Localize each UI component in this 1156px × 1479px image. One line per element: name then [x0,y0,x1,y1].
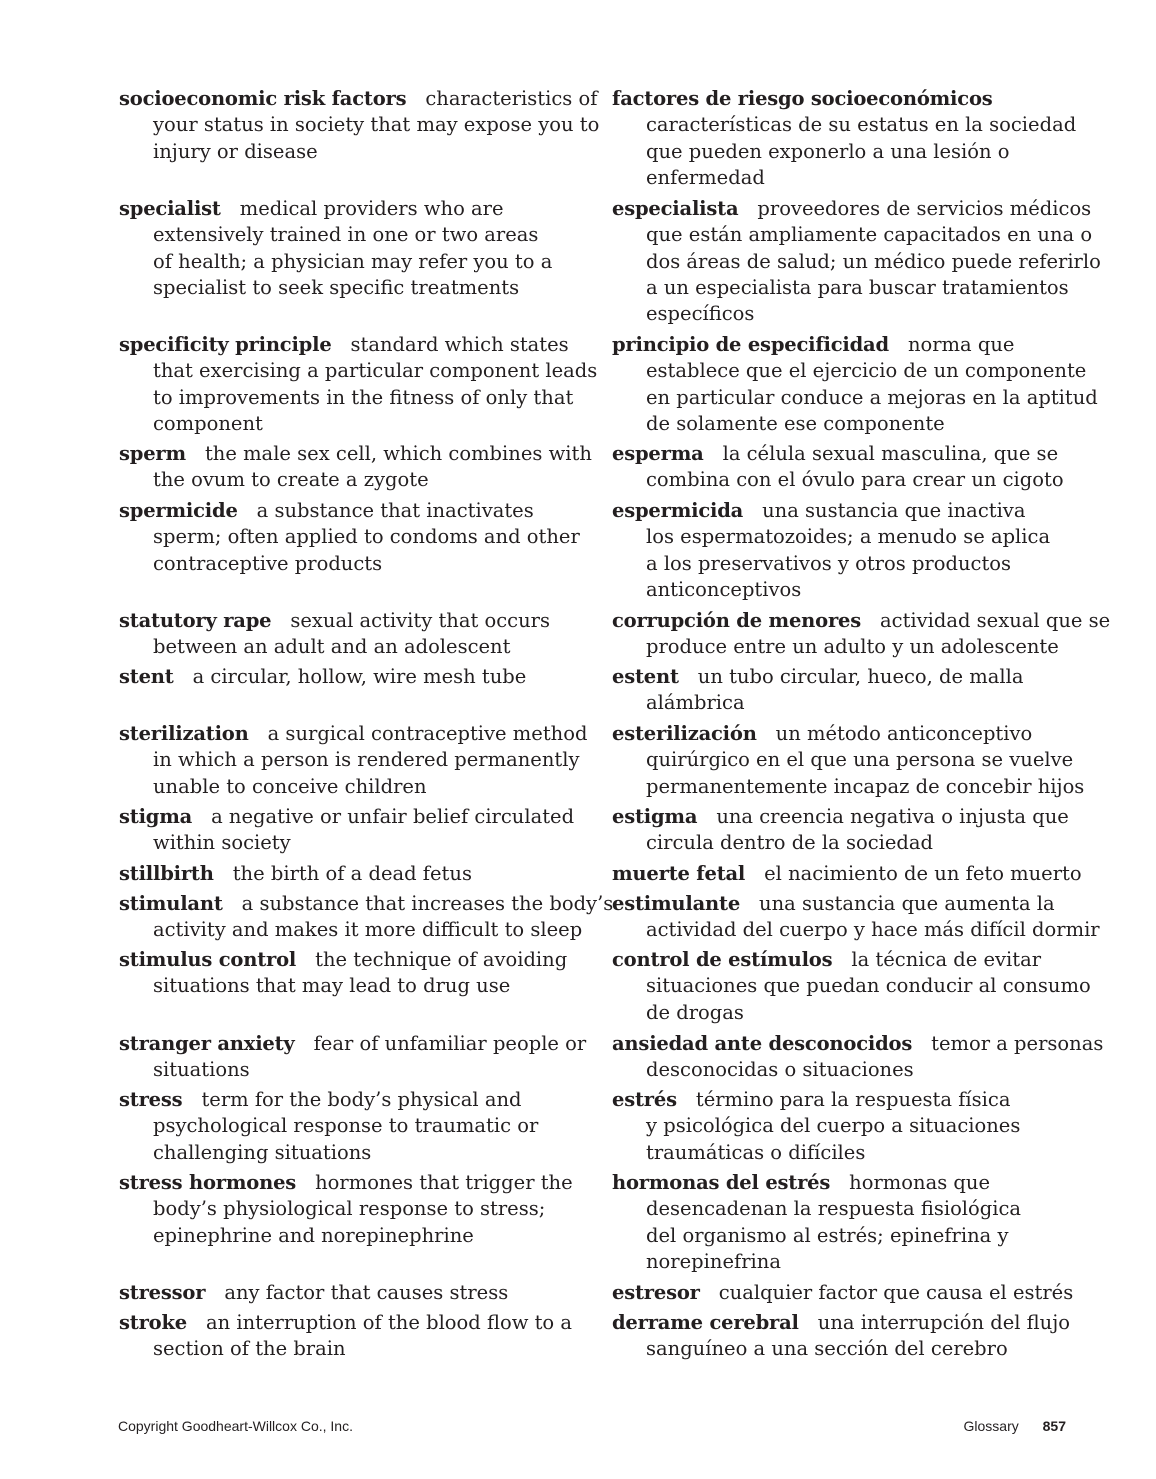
definition-line: epinephrine and norepinephrine [153,1223,474,1247]
definition-line: body’s physiological response to stress; [153,1197,546,1221]
entry-first-line [612,498,1082,524]
definition-line: traumáticas o difíciles [646,1140,866,1164]
glossary-term: stimulant [119,892,223,915]
entry-first-line [612,196,1092,222]
definition-line: anticonceptivos [646,577,802,601]
definition-line: a un especialista para buscar tratamientos [646,275,1069,299]
definition-line: contraceptive products [153,551,383,575]
definition-line: section of the brain [153,1337,346,1361]
definition-line: los espermatozoides; a menudo se aplica [646,525,1051,549]
definition-text: term for the body’s physical and [201,1088,522,1111]
section-label: Glossary [963,1418,1019,1434]
glossary-term: sperm [119,442,186,465]
definition-line: component [153,411,263,435]
definition-line: permanentemente incapaz de concebir hijos [646,774,1085,798]
entry-first-line [119,1170,589,1196]
entry-first-line [612,1280,1082,1306]
definition-text: an interruption of the blood flow to a [205,1311,572,1334]
glossary-entry [119,721,589,800]
definition-line: a los preservativos y otros productos [646,551,1012,575]
entry-first-line [612,1310,1082,1336]
definition-text: el nacimiento de un feto muerto [764,862,1082,885]
definition-line: circula dentro de la sociedad [646,831,934,855]
glossary-entry [119,1087,589,1166]
glossary-entry [612,947,1091,1026]
definition-line: desconocidas o situaciones [646,1058,914,1082]
entry-first-line [119,196,589,222]
definition-text: la técnica de evitar [851,948,1042,971]
definition-text: the birth of a dead fetus [232,862,472,885]
glossary-entry [612,891,1100,944]
definition-line: de drogas [646,1000,744,1024]
glossary-term: muerte fetal [612,862,746,885]
glossary-entry [612,1170,1082,1275]
glossary-entry [119,1280,589,1306]
glossary-entry [612,441,1082,494]
definition-text: a substance that increases the body’s [241,892,614,915]
glossary-term: stroke [119,1311,187,1334]
glossary-term: estresor [612,1281,700,1304]
glossary-term: stillbirth [119,862,214,885]
definition-text: any factor that causes stress [224,1281,509,1304]
definition-line: between an adult and an adolescent [153,635,511,659]
glossary-term: specificity principle [119,333,332,356]
definition-line: situations that may lead to drug use [153,974,511,998]
definition-line: situations [153,1058,250,1082]
glossary-term: socioeconomic risk factors [119,87,407,110]
glossary-entry [612,332,1098,437]
glossary-entry [612,1087,1082,1166]
entry-first-line [119,947,589,973]
entry-first-line [119,1087,589,1113]
entry-first-line [612,1170,1082,1196]
definition-line: specialist to seek specific treatments [153,275,520,299]
glossary-entry [612,1310,1082,1363]
glossary-entry [612,86,1082,191]
entry-first-line [612,947,1082,973]
definition-line: unable to conceive children [153,774,427,798]
entry-first-line [612,608,1111,634]
entry-first-line [119,861,589,887]
definition-line: the ovum to create a zygote [153,468,429,492]
glossary-term: stimulus control [119,948,297,971]
glossary-term: corrupción de menores [612,609,862,632]
definition-text: hormonas que [849,1171,990,1194]
entry-first-line [119,498,589,524]
entry-first-line [612,891,1082,917]
definition-text: una interrupción del flujo [817,1311,1071,1334]
definition-line: sperm; often applied to condoms and other [153,525,580,549]
glossary-term: estrés [612,1088,677,1111]
entry-first-line [612,441,1082,467]
definition-text: a negative or unfair belief circulated [211,805,575,828]
definition-text: una creencia negativa o injusta que [716,805,1069,828]
page-number: 857 [1042,1418,1066,1434]
glossary-entry [612,804,1082,857]
glossary-term: control de estímulos [612,948,833,971]
glossary-term: estimulante [612,892,741,915]
definition-text: a substance that inactivates [256,499,534,522]
glossary-term: specialist [119,197,221,220]
definition-line: alámbrica [646,691,745,715]
glossary-entry [119,861,589,887]
definition-line: injury or disease [153,139,318,163]
definition-text: término para la respuesta física [695,1088,1011,1111]
glossary-term: factores de riesgo socioeconómicos [612,87,993,110]
glossary-term: stressor [119,1281,206,1304]
definition-text: temor a personas [931,1032,1104,1055]
definition-line: extensively trained in one or two areas [153,223,539,247]
glossary-term: stigma [119,805,193,828]
entry-first-line [612,664,1082,690]
definition-line: in which a person is rendered permanently [153,748,580,772]
definition-line: of health; a physician may refer you to a [153,249,553,273]
definition-line: your status in society that may expose you to [153,113,600,137]
definition-line: produce entre un adulto y un adolescente [646,635,1059,659]
glossary-term: espermicida [612,499,744,522]
entry-first-line [612,332,1082,358]
glossary-entry [612,1031,1104,1084]
glossary-term: stranger anxiety [119,1032,295,1055]
entry-first-line [119,441,592,467]
definition-text: the male sex cell, which combines with [204,442,592,465]
definition-line: activity and makes it more difficult to sleep [153,918,583,942]
definition-line: características de su estatus en la sociedad [646,113,1077,137]
entry-first-line [119,1031,589,1057]
definition-text: la célula sexual masculina, que se [722,442,1059,465]
definition-line: norepinefrina [646,1249,781,1273]
glossary-entry [119,947,589,1000]
glossary-entry [119,1170,589,1249]
definition-text: un tubo circular, hueco, de malla [697,665,1024,688]
definition-line: psychological response to traumatic or [153,1114,539,1138]
definition-line: establece que el ejercicio de un componente [646,359,1087,383]
definition-text: fear of unfamiliar people or [313,1032,587,1055]
definition-text: una sustancia que aumenta la [759,892,1055,915]
definition-text: una sustancia que inactiva [762,499,1026,522]
entry-first-line [119,608,589,634]
definition-text: sexual activity that occurs [290,609,550,632]
definition-text: medical providers who are [239,197,504,220]
entry-first-line [119,664,589,690]
entry-first-line [612,1031,1104,1057]
definition-line: y psicológica del cuerpo a situaciones [646,1114,1021,1138]
glossary-term: esperma [612,442,704,465]
glossary-term: principio de especificidad [612,333,889,356]
definition-text: cualquier factor que causa el estrés [718,1281,1074,1304]
definition-line: situaciones que puedan conducir al consumo [646,974,1091,998]
copyright-notice: Copyright Goodheart-Willcox Co., Inc. [118,1418,353,1434]
definition-text: characteristics of [425,87,598,110]
glossary-entry [119,664,589,690]
glossary-entry [612,608,1111,661]
glossary-term: derrame cerebral [612,1311,799,1334]
glossary-entry [612,1280,1082,1306]
definition-text: hormones that trigger the [315,1171,573,1194]
entry-first-line [612,804,1082,830]
glossary-entry [119,1031,589,1084]
definition-text: a surgical contraceptive method [267,722,588,745]
definition-line: que pueden exponerlo a una lesión o [646,139,1010,163]
glossary-term: estent [612,665,679,688]
definition-line: específicos [646,302,755,326]
entry-first-line [119,804,589,830]
entry-first-line [612,1087,1082,1113]
definition-line: to improvements in the fitness of only that [153,385,574,409]
definition-line: desencadenan la respuesta fisiológica [646,1197,1022,1221]
glossary-term: sterilization [119,722,249,745]
glossary-entry [612,498,1082,603]
glossary-entry [119,804,589,857]
glossary-entry [119,86,600,165]
entry-first-line [612,721,1082,747]
definition-line: del organismo al estrés; epinefrina y [646,1223,1009,1247]
definition-line: combina con el óvulo para crear un cigoto [646,468,1064,492]
glossary-entry [612,664,1082,717]
glossary-term: especialista [612,197,739,220]
glossary-term: spermicide [119,499,238,522]
page-footer [964,1418,1066,1434]
definition-line: that exercising a particular component leads [153,359,598,383]
glossary-entry [612,721,1085,800]
glossary-entry [119,1310,589,1363]
definition-line: en particular conduce a mejoras en la aptitud [646,385,1098,409]
definition-line: dos áreas de salud; un médico puede referirlo [646,249,1101,273]
definition-line: de solamente ese componente [646,411,945,435]
definition-line: challenging situations [153,1140,372,1164]
glossary-term: stress hormones [119,1171,297,1194]
glossary-entry [119,891,614,944]
glossary-term: hormonas del estrés [612,1171,831,1194]
entry-first-line [119,1310,589,1336]
glossary-term: esterilización [612,722,757,745]
entry-first-line [612,861,1082,887]
entry-first-line [119,721,589,747]
entry-first-line [119,891,614,917]
glossary-entry [119,196,589,301]
glossary-term: ansiedad ante desconocidos [612,1032,913,1055]
glossary-entry [119,498,589,577]
glossary-entry [612,196,1101,327]
definition-line: quirúrgico en el que una persona se vuelve [646,748,1074,772]
definition-text: norma que [907,333,1015,356]
definition-text: actividad sexual que se [880,609,1111,632]
definition-text: a circular, hollow, wire mesh tube [192,665,527,688]
entry-first-line [119,1280,589,1306]
glossary-term: estigma [612,805,698,828]
glossary-entry [119,441,592,494]
glossary-term: statutory rape [119,609,272,632]
entry-first-line [119,86,598,112]
definition-line: enfermedad [646,165,765,189]
definition-line: que están ampliamente capacitados en una o [646,223,1093,247]
definition-line: sanguíneo a una sección del cerebro [646,1337,1008,1361]
glossary-entry [612,861,1082,887]
definition-line: actividad del cuerpo y hace más difícil dormir [646,918,1100,942]
glossary-term: stress [119,1088,183,1111]
definition-text: un método anticonceptivo [775,722,1033,745]
entry-first-line [119,332,589,358]
glossary-entry [119,608,589,661]
entry-first-line [612,86,1082,112]
definition-text: the technique of avoiding [315,948,568,971]
glossary-entry [119,332,598,437]
definition-text: standard which states [350,333,569,356]
definition-text: proveedores de servicios médicos [757,197,1092,220]
glossary-term: stent [119,665,174,688]
definition-line: within society [153,831,291,855]
